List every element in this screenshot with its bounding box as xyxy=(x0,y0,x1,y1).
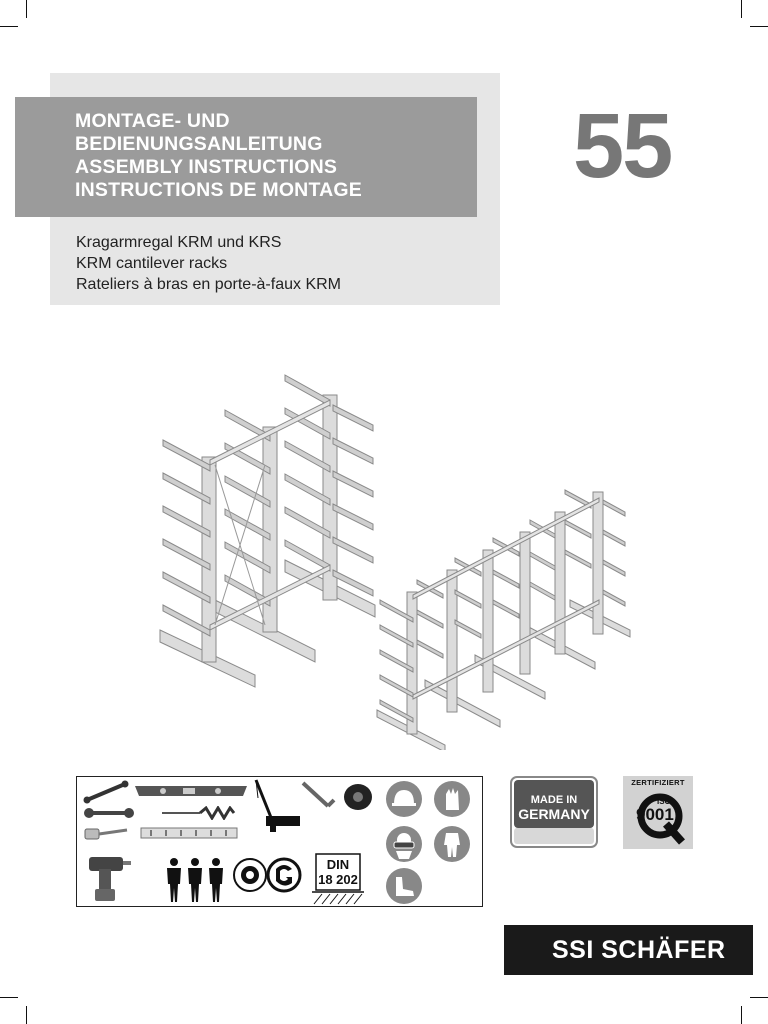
crop-mark xyxy=(750,997,768,998)
din-label-bottom: 18 202 xyxy=(318,872,358,887)
overall-icon xyxy=(433,825,471,863)
title-line-3: ASSEMBLY INSTRUCTIONS xyxy=(75,156,338,178)
safety-goggles-icon xyxy=(385,825,423,863)
crop-mark xyxy=(26,0,27,18)
hammer-icon xyxy=(83,824,129,842)
wrench-icon xyxy=(83,780,131,806)
germany-line: GERMANY xyxy=(518,806,590,822)
crop-mark xyxy=(741,0,742,18)
title-line-4: INSTRUCTIONS DE MONTAGE xyxy=(75,179,362,201)
open-wrench-icon xyxy=(83,806,135,820)
crop-mark xyxy=(26,1006,27,1024)
hard-hat-icon xyxy=(385,780,423,818)
cable-reel-icon xyxy=(340,782,376,812)
brand-logo: SSI SCHÄFER xyxy=(552,936,726,964)
crane-icon xyxy=(252,778,304,832)
drill-bit-icon xyxy=(160,806,236,820)
title-line-2: BEDIENUNGSANLEITUNG xyxy=(75,133,323,155)
crop-mark xyxy=(0,997,18,998)
subtitle-line-1: Kragarmregal KRM und KRS xyxy=(76,234,282,251)
subtitle-line-3: Rateliers à bras en porte-à-faux KRM xyxy=(76,276,341,293)
document-number: 55 xyxy=(573,95,672,197)
crop-mark xyxy=(0,26,18,27)
iso-certified-label: ZERTIFIZIERT xyxy=(631,778,685,787)
three-workers-icon xyxy=(164,856,226,904)
double-sided-rack-illustration xyxy=(375,480,635,750)
spirit-level-icon xyxy=(133,782,249,800)
safety-boots-icon xyxy=(385,867,423,905)
certification-seal-icon xyxy=(232,857,268,893)
made-in-line: MADE IN xyxy=(530,794,578,806)
din-label-top: DIN xyxy=(326,857,350,872)
cordless-drill-icon xyxy=(85,853,133,903)
gs-mark-icon xyxy=(266,857,306,893)
gloves-icon xyxy=(433,780,471,818)
allen-key-icon xyxy=(300,780,340,814)
iso-label: ISO xyxy=(657,797,671,806)
title-line-1: MONTAGE- UND xyxy=(75,110,230,132)
iso-number: 9001 xyxy=(636,805,674,824)
measuring-tape-icon xyxy=(140,827,238,839)
crop-mark xyxy=(750,26,768,27)
subtitle-line-2: KRM cantilever racks xyxy=(76,255,228,272)
crop-mark xyxy=(741,1006,742,1024)
single-sided-rack-illustration xyxy=(155,365,385,695)
